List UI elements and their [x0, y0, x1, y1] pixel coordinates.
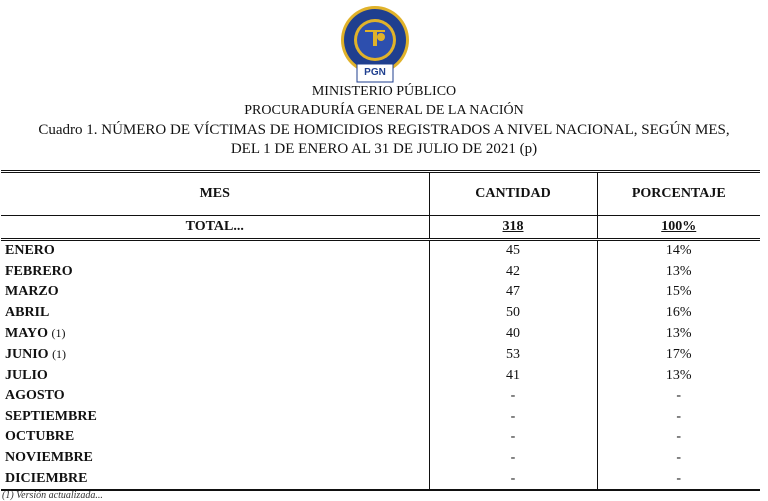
table-row [1, 240, 760, 262]
cantidad-cell: 50 [429, 303, 597, 324]
month-cell: NOVIEMBRE [5, 450, 93, 466]
table-row [1, 427, 760, 448]
month-note: (1) [51, 326, 66, 341]
homicide-table [1, 170, 760, 491]
month-cell: ENERO [5, 243, 55, 259]
porcentaje-cell: 16% [597, 303, 760, 324]
month-cell: AGOSTO [5, 388, 65, 404]
cantidad-cell: - [429, 407, 597, 428]
cantidad-cell: - [429, 427, 597, 448]
porcentaje-cell: 13% [597, 365, 760, 386]
table-row [1, 323, 760, 344]
cantidad-cell: 45 [429, 240, 597, 262]
table-title-line2: DEL 1 DE ENERO AL 31 DE JULIO DE 2021 (p) [230, 141, 538, 157]
porcentaje-cell: 17% [597, 344, 760, 365]
footnote: (1) Versión actualizada... [2, 490, 103, 501]
cantidad-cell: 53 [429, 344, 597, 365]
month-cell: FEBRERO [5, 263, 73, 279]
porcentaje-cell: - [597, 448, 760, 469]
porcentaje-cell: - [597, 468, 760, 490]
cantidad-cell: 47 [429, 282, 597, 303]
month-cell: MAYO (1) [5, 326, 66, 342]
porcentaje-cell: - [597, 427, 760, 448]
porcentaje-cell: - [597, 407, 760, 428]
table-row [1, 282, 760, 303]
month-cell: JUNIO (1) [5, 347, 67, 363]
cantidad-cell: - [429, 448, 597, 469]
porcentaje-cell: 13% [597, 262, 760, 283]
total-label: TOTAL... [1, 216, 429, 240]
cantidad-cell: 40 [429, 323, 597, 344]
cantidad-cell: - [429, 386, 597, 407]
month-cell: JULIO [5, 367, 48, 383]
porcentaje-cell: 13% [597, 323, 760, 344]
total-cantidad: 318 [429, 216, 597, 240]
table-header-row [1, 172, 760, 216]
table-row [1, 386, 760, 407]
total-row [1, 216, 760, 240]
month-cell: MARZO [5, 284, 59, 300]
header-mes: MES [1, 172, 429, 216]
table-row [1, 365, 760, 386]
month-cell: OCTUBRE [5, 429, 75, 445]
header-cantidad: CANTIDAD [429, 172, 597, 216]
header-porcentaje: PORCENTAJE [597, 172, 760, 216]
month-cell: SEPTIEMBRE [5, 408, 97, 424]
table-row [1, 448, 760, 469]
porcentaje-cell: 15% [597, 282, 760, 303]
porcentaje-cell: - [597, 386, 760, 407]
table-row [1, 344, 760, 365]
table-row [1, 407, 760, 428]
porcentaje-cell: 14% [597, 240, 760, 262]
table-row [1, 468, 760, 490]
cantidad-cell: 41 [429, 365, 597, 386]
procuraduria-heading: PROCURADURÍA GENERAL DE LA NACIÓN [244, 103, 524, 118]
pgn-logo [335, 4, 415, 84]
svg-text:PGN: PGN [364, 67, 386, 78]
table-row [1, 262, 760, 283]
table-row [1, 303, 760, 324]
table-title-line1: Cuadro 1. NÚMERO DE VÍCTIMAS DE HOMICIDIOS REGISTRADOS A NIVEL NACIONAL, SEGÚN MES, [38, 122, 730, 138]
cantidad-cell: - [429, 468, 597, 490]
cantidad-cell: 42 [429, 262, 597, 283]
month-note: (1) [52, 347, 67, 362]
month-cell: ABRIL [5, 305, 50, 321]
month-cell: DICIEMBRE [1, 468, 429, 490]
total-porcentaje: 100% [597, 216, 760, 240]
ministerio-heading: MINISTERIO PÚBLICO [311, 84, 457, 99]
